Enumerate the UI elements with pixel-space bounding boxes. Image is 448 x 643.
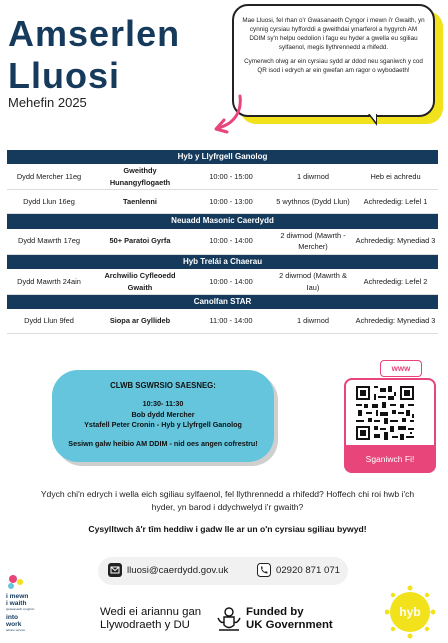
venue-name: Canolfan STAR [7,294,438,309]
logo-line-4: work [6,621,22,628]
intro-speech-bubble [232,4,435,117]
cta-bold-line: Cysylltwch â'r tîm heddiw i gadw lle ar un o'n cyrsiau sgiliau bywyd! [88,524,367,534]
email-text[interactable]: lluosi@caerdydd.gov.uk [127,564,229,576]
logo-line-3: into [6,614,19,621]
course-name: Archwilio Cyfleoedd Gwaith [91,269,189,294]
page-subtitle: Mehefin 2025 [8,95,87,110]
club-place: Ystafell Peter Cronin - Hyb y Llyfrgell Ganolog [84,420,242,430]
course-accreditation: Heb ei achredu [353,164,438,189]
course-name: 50+ Paratoi Gyrfa [91,229,189,254]
logo-small-1: gwasanaeth cynghori [6,607,35,611]
envelope-icon [108,563,122,577]
table-row [7,309,438,333]
venue-header-row [7,254,438,269]
table-row [7,164,438,189]
phone-text[interactable]: 02920 871 071 [276,564,341,576]
contact-email[interactable] [108,563,228,577]
course-time: 11:00 - 14:00 [189,309,273,333]
course-schedule-table [7,150,438,334]
phone-icon [257,563,271,577]
venue-name: Hyb y Llyfrgell Ganolog [7,150,438,164]
course-name: Gweithdy Hunangyflogaeth [91,164,189,189]
hub-label: hyb [399,605,421,619]
royal-crest-icon [216,606,242,634]
funded-welsh [100,606,201,632]
club-schedule [52,399,274,430]
funded-welsh-line2: Llywodraeth y DU [100,619,190,632]
www-icon: www [380,360,422,377]
club-note: Sesiwn galw heibio AM DDIM - nid oes angen cofrestru! [68,438,258,448]
logo-line-2: i waith [6,600,27,607]
page-title-line1: Amserlen [8,13,181,54]
course-duration: 2 diwrnod (Mawrth - Mercher) [273,229,353,254]
speech-bubble-tail-inner [369,113,376,122]
course-name: Siopa ar Gyllideb [91,309,189,333]
intro-paragraph-2: Cymerwch olwg ar ein cyrsiau sydd ar ddod neu sganiwch y cod QR isod i edrych ar ein gwefan am ragor o wybodaeth! [244,57,423,74]
venue-header-row [7,214,438,229]
course-time: 10:00 - 14:00 [189,229,273,254]
course-time: 10:00 - 13:00 [189,190,273,214]
course-duration: 5 wythnos (Dydd Llun) [273,190,353,214]
course-date: Dydd Mawrth 24ain [7,269,91,294]
course-accreditation: Achrededig: Mynediad 3 [353,309,438,333]
logo-line-1: i mewn [6,593,29,600]
logo-small-2: advice service [6,628,26,632]
venue-name: Neuadd Masonic Caerdydd [7,214,438,229]
funded-welsh-line1: Wedi ei ariannu gan [100,606,202,618]
table-row [7,229,438,254]
contact-phone[interactable] [257,563,340,577]
course-date: Dydd Mercher 11eg [7,164,91,189]
hub-logo-icon [385,585,435,639]
club-time: 10:30- 11:30 [142,399,184,409]
page-title-line2: Lluosi [8,55,120,96]
table-row [7,190,438,214]
course-accreditation: Achrededig: Lefel 2 [353,269,438,294]
funded-english-line1: Funded by [246,606,304,618]
venue-header-row [7,150,438,164]
course-date: Dydd Mawrth 17eg [7,229,91,254]
club-title: CLWB SGWRSIO SAESNEG: [110,381,216,390]
funded-english-line2: UK Government [246,619,333,632]
course-name: Taenlenni [91,190,189,214]
course-duration: 2 diwrnod (Mawrth & Iau) [273,269,353,294]
cta-question: Ydych chi'n edrych i wella eich sgiliau sylfaenol, fel llythrennedd a rhifedd? Hoffech chi roi hwb i'ch hyder, yn barod i ddychwelyd i'r gwaith? [40,489,415,513]
club-day: Bob dydd Mercher [131,409,195,419]
course-time: 10:00 - 15:00 [189,164,273,189]
conversation-club-box [52,370,274,462]
course-time: 10:00 - 14:00 [189,269,273,294]
course-date: Dydd Llun 16eg [7,190,91,214]
qr-scan-label[interactable]: Sganiwch Fi! [344,445,436,473]
course-duration: 1 diwrnod [273,309,353,333]
table-row [7,269,438,294]
intro-paragraph-1: Mae Lluosi, fel rhan o'r Gwasanaeth Cyngor i mewn i'r Gwaith, yn cynnig cyrsiau hyfforddi a gweithdai ymarferol a hygyrch AM DDIM sy'n helpu oedolion i fagu eu hyder a gwella eu sgiliau sylfaenol, megis llythrennedd a rhifedd. [242,17,425,52]
course-date: Dydd Llun 9fed [7,309,91,333]
venue-name: Hyb Trelái a Chaerau [7,254,438,269]
course-duration: 1 diwrnod [273,164,353,189]
course-accreditation: Achrededig: Lefel 1 [353,190,438,214]
funded-english [246,606,333,632]
qr-code-icon[interactable] [354,384,416,442]
into-work-logo-icon [5,573,49,637]
curved-arrow-icon [206,94,246,136]
venue-header-row [7,294,438,309]
course-accreditation: Achrededig: Mynediad 3 [353,229,438,254]
